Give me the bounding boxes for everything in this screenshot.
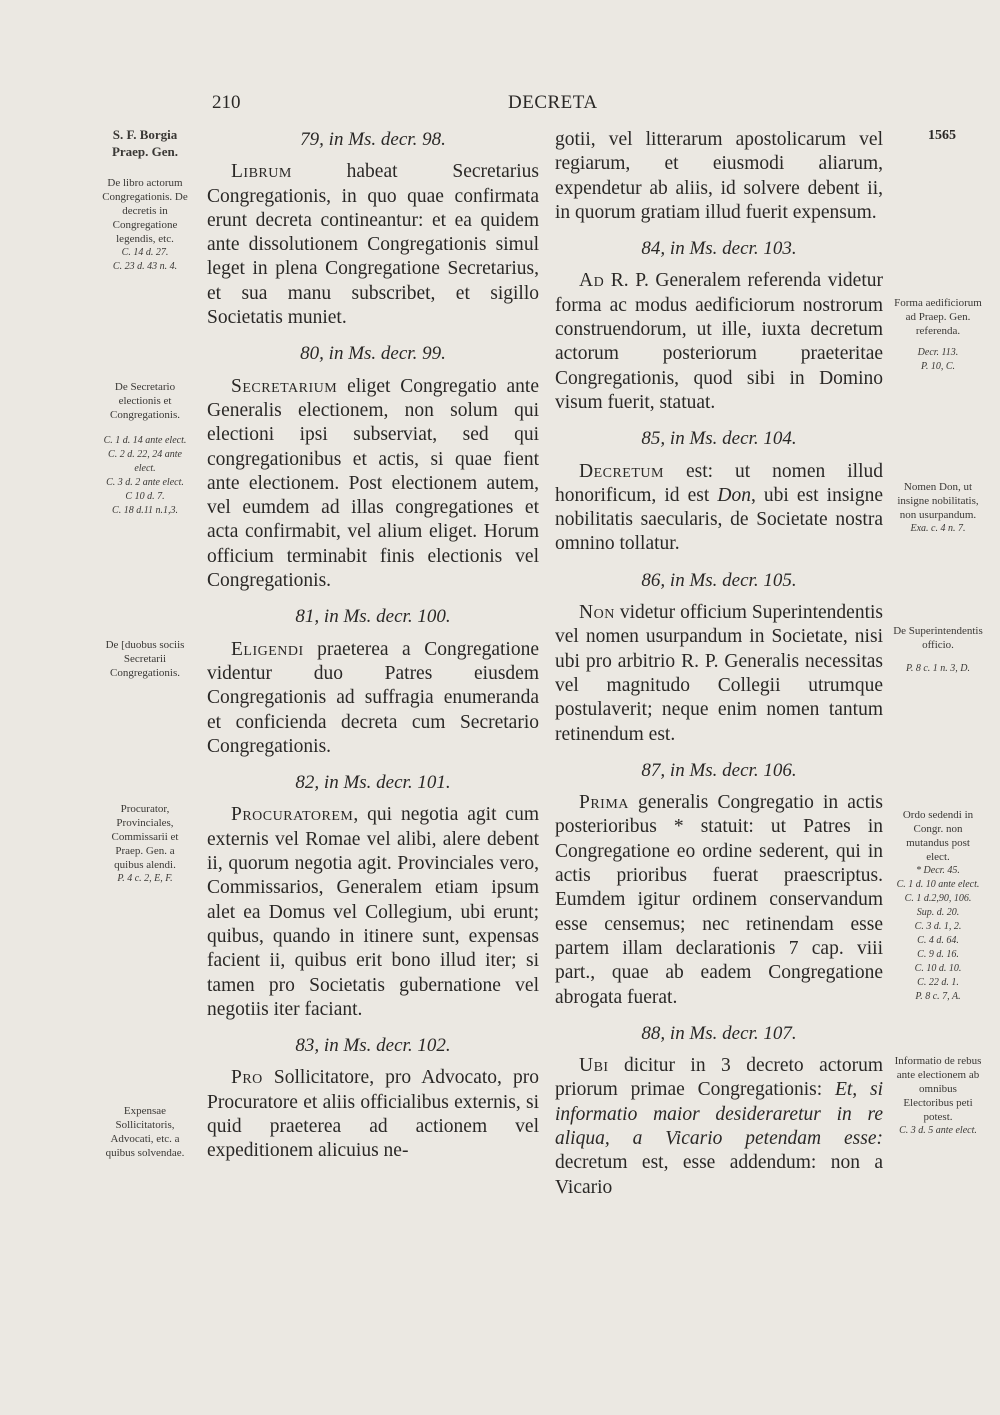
decree-body: praeterea a Congregatione videntur duo Patres eiusdem Congregationis ad suffragia enumeranda et conficienda decreta cum Secretario Congregationis. [207, 638, 539, 757]
decree-heading: 88, in Ms. decr. 107. [641, 1022, 797, 1044]
running-title: DECRETA [508, 92, 598, 113]
decree-paragraph [555, 791, 883, 1010]
header-right-number: 1565 [928, 128, 956, 143]
margin-ref: C. 14 d. 27. [121, 247, 169, 258]
decree-lead-word: Secretarium [231, 375, 338, 397]
margin-ref: C. 10 d. 10. [914, 963, 962, 974]
decree-paragraph [555, 601, 883, 747]
decree-lead-word: Decretum [579, 460, 664, 482]
margin-ref: C. 1 d. 10 ante elect. [896, 879, 980, 890]
decree-heading: 81, in Ms. decr. 100. [295, 606, 451, 628]
decree-lead-word: Ad [579, 270, 605, 292]
decree-body: , qui negotia agit cum externis vel Romae vel alibi, alere debent ii, quorum negotia agit. Provinciales vero, Commissarios, Generalem etiam ipsum alet ea Domus vel Collegium, ubi erunt; quibus, quando in itinere sunt, expensas facient ii, quibus erit bono illud iter; si tamen pro Societatis gubernatione vel negotiis iter faciant. [207, 804, 539, 1020]
decree-body: dicitur in 3 decreto actorum priorum primae Congregationis: [555, 1055, 883, 1101]
decree-heading: 87, in Ms. decr. 106. [641, 759, 797, 781]
margin-ref: C. 23 d. 43 n. 4. [112, 261, 178, 272]
margin-ref: Sup. d. 20. [916, 907, 960, 918]
decree-body: decretum est, esse addendum: non a Vicario [555, 1152, 883, 1198]
decree-paragraph [207, 638, 539, 759]
margin-note-text: Procurator, Provinciales, Commissarii et Praep. Gen. a quibus alendi. [111, 803, 179, 871]
decree-lead-word: Non [579, 602, 615, 624]
decree-paragraph [207, 160, 539, 330]
decree-body: R. P. Generalem referenda videtur forma ac modus aedificiorum nostrorum construendorum, ut ille, iuxta decretum actorum posteriorum praeteritae Congregationis, quod sibi in Domino visum fuerit, statuat. [555, 270, 883, 413]
decree-heading: 83, in Ms. decr. 102. [295, 1035, 451, 1057]
margin-ref: C. 3 d. 1, 2. [914, 921, 962, 932]
decree-paragraph [555, 1054, 883, 1200]
decree-body: videtur officium Superintendentis vel nomen usurpandum in Societate, nisi ubi pro arbitrio R. P. Generalis necessitas vel magnitudo Collegii utrumque postulaverit; neque enim nomen tantum retinendum est. [555, 602, 883, 745]
margin-ref: C. 4 d. 64. [917, 935, 959, 946]
margin-note-text: Forma aedificiorum ad Praep. Gen. referenda. [894, 297, 982, 337]
decree-body: Sollicitatore, pro Advocato, pro Procuratore et aliis officialibus externis, si quid praeterea ad actionem vel expeditionem alicuius ne- [207, 1067, 539, 1162]
decree-lead-word: Ubi [579, 1055, 609, 1077]
margin-note-text: De Secretario electionis et Congregationis. [110, 381, 180, 421]
margin-note-text: Nomen Don, ut insigne nobilitatis, non usurpandum. [897, 481, 979, 521]
margin-note-right-3 [893, 624, 983, 676]
decree-body: generalis Congregatio in actis posterioribus * statuit: ut Patres in Congregatione eo ordine sederent, qui in actis prioribus fuerat praescriptus. Eumdem igitur ordinem conservandum esse censemus; nec retinendam esse partem illam declarationis 7 cap. viii part., quae ab eadem Congregatione abrogata fuerat. [555, 792, 883, 1008]
decree-lead-word: Prima [579, 792, 629, 814]
margin-ref: Decr. 113. [917, 347, 959, 358]
margin-note-text: Ordo sedendi in Congr. non mutandus post elect. [902, 809, 974, 863]
decree-paragraph [207, 375, 539, 594]
margin-ref: P. 8 c. 7, A. [915, 991, 961, 1002]
margin-ref: * Decr. 45. [916, 865, 960, 876]
margin-note-text: De Superintendentis officio. [893, 625, 983, 651]
margin-ref: P. 4 c. 2, E, F. [117, 873, 173, 884]
decree-lead-word: Procuratorem [231, 804, 354, 826]
margin-note-left-3 [102, 638, 188, 680]
margin-note-right-1 [893, 296, 983, 374]
margin-ref: P. 8 c. 1 n. 3, D. [906, 663, 970, 674]
decree-paragraph [555, 460, 883, 557]
text-column-right [555, 128, 883, 1200]
margin-ref: C. 1 d.2,90, 106. [904, 893, 972, 904]
margin-note-right-4 [893, 808, 983, 1004]
decree-continuation: gotii, vel litterarum apostolicarum vel regiarum, et eiusmodi aliarum, expendetur ab aliis, id solvere debent ii, in quorum gratiam illud fuerit expensum. [555, 129, 883, 223]
margin-note-right-5 [893, 1054, 983, 1138]
decree-heading: 86, in Ms. decr. 105. [641, 569, 797, 591]
decree-body: est: ut nomen illud honorificum, id est [555, 460, 883, 506]
margin-note-text: Expensae Sollicitatoris, Advocati, etc. a quibus solvendae. [105, 1105, 185, 1159]
decree-italic: Et, si informatio maior desideraretur in re aliqua, a Vicario petendam esse: [555, 1079, 883, 1149]
decree-heading: 84, in Ms. decr. 103. [641, 238, 797, 260]
decree-paragraph [555, 269, 883, 415]
margin-note-text: Informatio de rebus ante electionem ab omnibus Electoribus peti potest. [894, 1055, 982, 1123]
decree-lead-word: Eligendi [231, 638, 304, 660]
decree-heading: 80, in Ms. decr. 99. [300, 343, 446, 365]
margin-note-left-4 [102, 802, 188, 886]
margin-ref: C. 3 d. 2 ante elect. [106, 477, 184, 488]
margin-note-right-2 [893, 480, 983, 536]
margin-ref: P. 10, C. [921, 361, 955, 372]
margin-note-left-5 [102, 1104, 188, 1160]
decree-italic: Don [717, 484, 751, 506]
decree-paragraph [207, 1066, 539, 1163]
margin-ref: C. 9 d. 16. [917, 949, 959, 960]
decree-heading: 79, in Ms. decr. 98. [300, 129, 446, 150]
decree-lead-word: Pro [231, 1067, 263, 1089]
margin-note-text: De libro actorum Congregationis. De decretis in Congregatione legendis, etc. [102, 177, 188, 245]
decree-body: habeat Secretarius Congregationis, in quo quae confirmata erunt decreta contineantur: et ea quidem ante dissolutionem Congregationis simul leget in plena Congregatione Secretarius, et sua manu subscribet, et sigillo Societatis muniet. [207, 161, 539, 329]
page-number: 210 [212, 92, 241, 113]
margin-author-head: S. F. Borgia Praep. Gen. [111, 127, 179, 159]
margin-ref: C. 22 d. 1. [917, 977, 959, 988]
margin-note-text: De [duobus sociis Secretarii Congregationis. [105, 639, 185, 679]
margin-note-left-2 [102, 380, 188, 518]
margin-note-left-1 [102, 176, 188, 274]
margin-ref: C. 1 d. 14 ante elect. [103, 435, 187, 446]
text-column-left [207, 128, 539, 1164]
margin-ref: C. 3 d. 5 ante elect. [899, 1125, 977, 1136]
margin-ref: C 10 d. 7. [125, 491, 165, 502]
margin-ref: C. 2 d. 22, 24 ante elect. [108, 449, 182, 474]
decree-body: eliget Congregatio ante Generalis electionem, non solum qui electioni ipsi subserviat, sed qui congregationibus et actis, si quae fient ante electionem. Post electionem autem, vel eumdem ad illas congregationes et acta confirmabit, vel alium eliget. Horum officium terminabit finis electionis vel Congregationis. [207, 375, 539, 592]
margin-ref: C. 18 d.11 n.1,3. [112, 505, 178, 516]
decree-body: , ubi est insigne nobilitatis saecularis, de Societate nostra omnino tollatur. [555, 484, 883, 555]
decree-heading: 85, in Ms. decr. 104. [641, 428, 797, 450]
decree-paragraph [207, 803, 539, 1022]
decree-lead-word: Librum [231, 161, 292, 183]
decree-heading: 82, in Ms. decr. 101. [295, 772, 451, 794]
margin-ref: Exa. c. 4 n. 7. [910, 523, 966, 534]
